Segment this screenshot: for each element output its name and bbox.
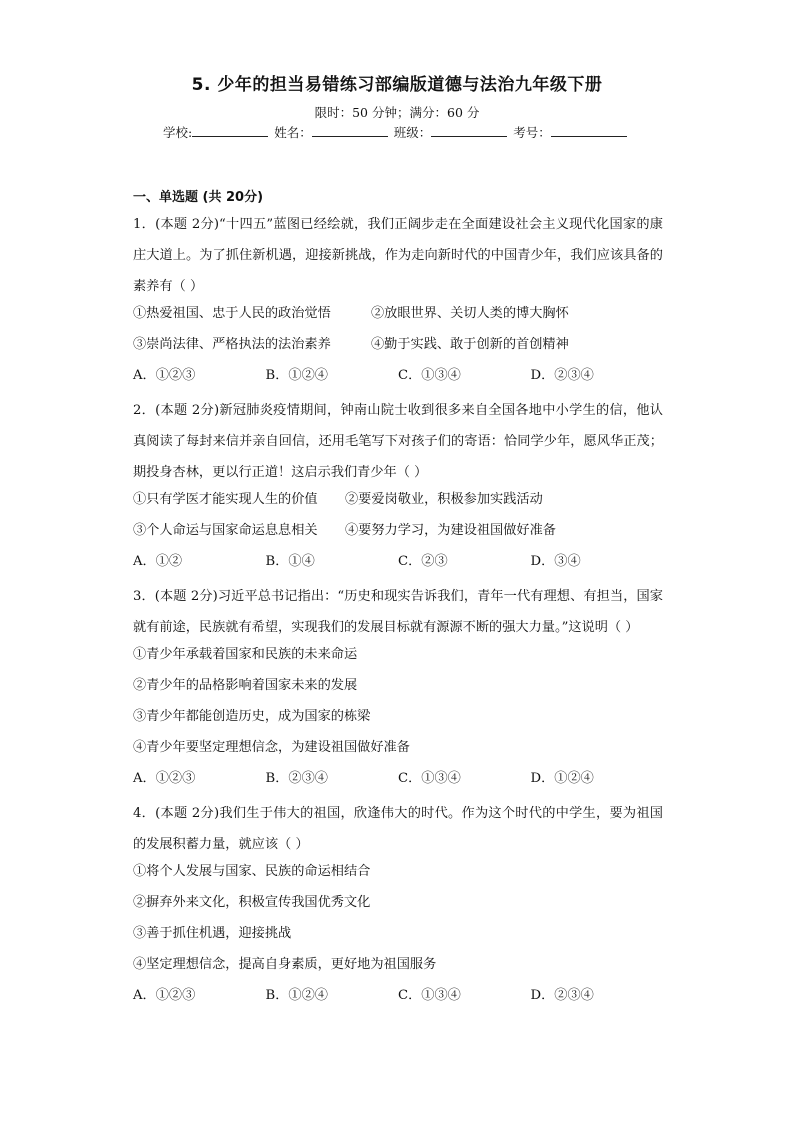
option-c[interactable]: C．①③④ [398, 771, 461, 786]
question-item: ②放眼世界、关切人类的博大胸怀 [371, 306, 569, 321]
exam-number-label: 考号： [513, 125, 551, 140]
option-a[interactable]: A．①②③ [133, 988, 196, 1003]
option-d[interactable]: D．②③④ [530, 368, 594, 383]
school-blank[interactable] [192, 123, 268, 137]
question-item: ④青少年要坚定理想信念，为建设祖国做好准备 [133, 740, 410, 755]
option-d[interactable]: D．③④ [530, 554, 581, 569]
question-item: ①将个人发展与国家、民族的命运相结合 [133, 864, 371, 879]
page-title: 5. 少年的担当易错练习部编版道德与法治九年级下册 [191, 75, 603, 95]
question-item: ④要努力学习，为建设祖国做好准备 [345, 523, 556, 538]
question-stem: 4．(本题 2分)我们生于伟大的祖国，欣逢伟大的时代。作为这个时代的中学生，要为祖国的发展积蓄力量，就应该（ ） [133, 806, 663, 852]
question-list [133, 209, 663, 1015]
class-blank[interactable] [431, 123, 507, 137]
time-score-line: 限时：50 分钟；满分：60 分 [314, 105, 480, 120]
question-item: ①只有学医才能实现人生的价值 [133, 492, 318, 507]
option-b[interactable]: B．①②④ [265, 988, 328, 1003]
exam-number-blank[interactable] [551, 123, 627, 137]
question-stem: 1．(本题 2分)“十四五”蓝图已经绘就，我们正阔步走在全面建设社会主义现代化国家的康庄大道上。为了抓住新机遇，迎接新挑战，作为走向新时代的中国青少年，我们应该具备的素养有（ ） [133, 217, 663, 294]
option-b[interactable]: B．①④ [265, 554, 315, 569]
question-stem: 2．(本题 2分)新冠肺炎疫情期间，钟南山院士收到很多来自全国各地中小学生的信，他认真阅读了每封来信并亲自回信，还用毛笔写下对孩子们的寄语：恰同学少年，愿风华正茂；期投身杏林，更以行正道！这启示我们青少年（ ） [133, 403, 663, 480]
question-item: ④勤于实践、敢于创新的首创精神 [371, 337, 569, 352]
question-item: ③青少年都能创造历史，成为国家的栋梁 [133, 709, 371, 724]
answer-options [133, 767, 663, 798]
question-item: ④坚定理想信念，提高自身素质，更好地为祖国服务 [133, 957, 437, 972]
option-b[interactable]: B．①②④ [265, 368, 328, 383]
section-title: 一、单选题 (共 20分) [133, 190, 264, 205]
question-2 [133, 395, 663, 581]
option-d[interactable]: D．①②④ [530, 771, 594, 786]
option-a[interactable]: A．①②③ [133, 368, 196, 383]
question-item: ③个人命运与国家命运息息相关 [133, 523, 318, 538]
question-4 [133, 798, 663, 1015]
option-c[interactable]: C．①③④ [398, 988, 461, 1003]
option-c[interactable]: C．①③④ [398, 368, 461, 383]
option-c[interactable]: C．②③ [398, 554, 448, 569]
question-item: ①热爱祖国、忠于人民的政治觉悟 [133, 306, 331, 321]
question-3 [133, 581, 663, 798]
question-item: ②青少年的品格影响着国家未来的发展 [133, 678, 358, 693]
answer-options [133, 984, 663, 1015]
name-blank[interactable] [312, 123, 388, 137]
option-b[interactable]: B．②③④ [265, 771, 328, 786]
option-d[interactable]: D．②③④ [530, 988, 594, 1003]
student-info-row [163, 123, 643, 141]
question-item: ②要爱岗敬业，积极参加实践活动 [345, 492, 543, 507]
answer-options [133, 550, 663, 581]
school-label: 学校: [163, 125, 193, 140]
option-a[interactable]: A．①②③ [133, 771, 196, 786]
question-item: ③善于抓住机遇，迎接挑战 [133, 926, 292, 941]
question-item: ③崇尚法律、严格执法的法治素养 [133, 337, 331, 352]
question-item: ①青少年承载着国家和民族的未来命运 [133, 647, 358, 662]
question-item: ②摒弃外来文化，积极宣传我国优秀文化 [133, 895, 371, 910]
name-label: 姓名： [274, 125, 312, 140]
class-label: 班级： [393, 125, 432, 140]
question-stem: 3．(本题 2分)习近平总书记指出：“历史和现实告诉我们，青年一代有理想、有担当，国家就有前途，民族就有希望，实现我们的发展目标就有源源不断的强大力量。”这说明（ ） [133, 589, 663, 635]
option-a[interactable]: A．①② [133, 554, 183, 569]
answer-options [133, 364, 663, 395]
question-1 [133, 209, 663, 395]
